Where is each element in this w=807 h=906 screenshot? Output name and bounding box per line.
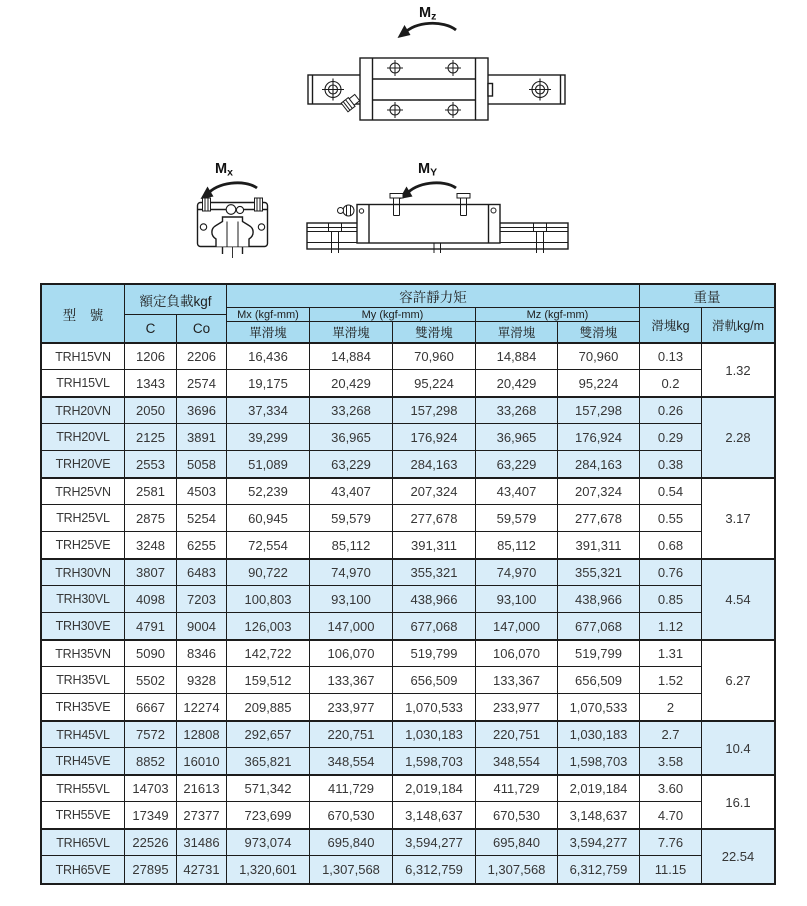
value-cell: 2553 [125, 451, 177, 478]
value-cell: 438,966 [558, 586, 640, 613]
value-cell: 2875 [125, 505, 177, 532]
my-diagram [307, 161, 568, 253]
value-cell: 0.26 [640, 397, 702, 424]
model-cell: TRH20VE [42, 451, 125, 478]
model-cell: TRH35VL [42, 667, 125, 694]
my-label: MY [418, 161, 438, 179]
value-cell: 72,554 [227, 532, 310, 559]
value-cell: 6483 [177, 559, 227, 586]
value-cell: 2,019,184 [558, 775, 640, 802]
value-cell: 59,579 [476, 505, 558, 532]
value-cell: 39,299 [227, 424, 310, 451]
mz-diagram [308, 5, 565, 120]
value-cell: 12808 [177, 721, 227, 748]
model-cell: TRH30VE [42, 613, 125, 640]
value-cell: 284,163 [393, 451, 476, 478]
model-cell: TRH35VN [42, 640, 125, 667]
value-cell: 1,030,183 [558, 721, 640, 748]
value-cell: 4791 [125, 613, 177, 640]
value-cell: 695,840 [476, 829, 558, 856]
value-cell: 63,229 [310, 451, 393, 478]
value-cell: 159,512 [227, 667, 310, 694]
value-cell: 16010 [177, 748, 227, 775]
mz-arrowhead [398, 25, 411, 38]
rail-weight-cell: 16.1 [702, 775, 774, 829]
value-cell: 3.60 [640, 775, 702, 802]
model-cell: TRH35VE [42, 694, 125, 721]
value-cell: 147,000 [310, 613, 393, 640]
value-cell: 355,321 [393, 559, 476, 586]
value-cell: 723,699 [227, 802, 310, 829]
value-cell: 20,429 [476, 370, 558, 397]
model-cell: TRH20VL [42, 424, 125, 451]
value-cell: 106,070 [310, 640, 393, 667]
value-cell: 677,068 [393, 613, 476, 640]
value-cell: 207,324 [558, 478, 640, 505]
value-cell: 656,509 [393, 667, 476, 694]
value-cell: 3,594,277 [393, 829, 476, 856]
value-cell: 8852 [125, 748, 177, 775]
value-cell: 9328 [177, 667, 227, 694]
grease-nipple-icon [226, 205, 236, 215]
model-cell: TRH55VL [42, 775, 125, 802]
value-cell: 157,298 [393, 397, 476, 424]
value-cell: 4503 [177, 478, 227, 505]
value-cell: 411,729 [476, 775, 558, 802]
value-cell: 1,307,568 [310, 856, 393, 883]
value-cell: 3.58 [640, 748, 702, 775]
value-cell: 31486 [177, 829, 227, 856]
value-cell: 20,429 [310, 370, 393, 397]
value-cell: 277,678 [558, 505, 640, 532]
header-rail-kg: 滑軌kg/m [702, 308, 774, 343]
value-cell: 36,965 [476, 424, 558, 451]
value-cell: 33,268 [310, 397, 393, 424]
value-cell: 16,436 [227, 343, 310, 370]
value-cell: 43,407 [476, 478, 558, 505]
value-cell: 7572 [125, 721, 177, 748]
value-cell: 656,509 [558, 667, 640, 694]
value-cell: 106,070 [476, 640, 558, 667]
model-cell: TRH45VE [42, 748, 125, 775]
value-cell: 8346 [177, 640, 227, 667]
header-static-moment: 容許靜力矩 [227, 285, 640, 308]
mx-arrowhead [201, 187, 214, 200]
model-cell: TRH25VE [42, 532, 125, 559]
header-my-double: 雙滑塊 [393, 322, 476, 343]
model-cell: TRH25VN [42, 478, 125, 505]
value-cell: 1,070,533 [393, 694, 476, 721]
value-cell: 0.13 [640, 343, 702, 370]
mx-label: Mx [215, 161, 233, 179]
model-cell: TRH15VN [42, 343, 125, 370]
rail-weight-cell: 10.4 [702, 721, 774, 775]
value-cell: 1.12 [640, 613, 702, 640]
header-mx: Mx (kgf-mm) [227, 308, 310, 322]
value-cell: 51,089 [227, 451, 310, 478]
value-cell: 100,803 [227, 586, 310, 613]
value-cell: 27895 [125, 856, 177, 883]
value-cell: 9004 [177, 613, 227, 640]
value-cell: 207,324 [393, 478, 476, 505]
value-cell: 147,000 [476, 613, 558, 640]
header-block-kg: 滑塊kg [640, 308, 702, 343]
value-cell: 14703 [125, 775, 177, 802]
mx-diagram [198, 161, 268, 258]
value-cell: 2574 [177, 370, 227, 397]
value-cell: 2581 [125, 478, 177, 505]
value-cell: 571,342 [227, 775, 310, 802]
value-cell: 7.76 [640, 829, 702, 856]
value-cell: 43,407 [310, 478, 393, 505]
value-cell: 3,594,277 [558, 829, 640, 856]
value-cell: 1,598,703 [393, 748, 476, 775]
value-cell: 14,884 [476, 343, 558, 370]
value-cell: 74,970 [476, 559, 558, 586]
rail-weight-cell: 3.17 [702, 478, 774, 559]
value-cell: 37,334 [227, 397, 310, 424]
header-model: 型 號 [42, 285, 125, 343]
value-cell: 157,298 [558, 397, 640, 424]
mz-arrow [404, 23, 456, 34]
value-cell: 391,311 [393, 532, 476, 559]
header-co: Co [177, 315, 227, 343]
value-cell: 670,530 [310, 802, 393, 829]
value-cell: 0.2 [640, 370, 702, 397]
header-weight: 重量 [640, 285, 774, 308]
model-cell: TRH30VL [42, 586, 125, 613]
model-cell: TRH65VL [42, 829, 125, 856]
value-cell: 133,367 [310, 667, 393, 694]
value-cell: 1,598,703 [558, 748, 640, 775]
value-cell: 0.54 [640, 478, 702, 505]
value-cell: 438,966 [393, 586, 476, 613]
value-cell: 95,224 [558, 370, 640, 397]
value-cell: 126,003 [227, 613, 310, 640]
value-cell: 5502 [125, 667, 177, 694]
value-cell: 355,321 [558, 559, 640, 586]
value-cell: 1,307,568 [476, 856, 558, 883]
header-my-single: 單滑塊 [310, 322, 393, 343]
value-cell: 277,678 [393, 505, 476, 532]
value-cell: 3248 [125, 532, 177, 559]
value-cell: 70,960 [393, 343, 476, 370]
rail-weight-cell: 6.27 [702, 640, 774, 721]
value-cell: 519,799 [558, 640, 640, 667]
value-cell: 3696 [177, 397, 227, 424]
rail-weight-cell: 22.54 [702, 829, 774, 883]
value-cell: 209,885 [227, 694, 310, 721]
value-cell: 0.38 [640, 451, 702, 478]
value-cell: 3891 [177, 424, 227, 451]
value-cell: 36,965 [310, 424, 393, 451]
value-cell: 85,112 [476, 532, 558, 559]
value-cell: 133,367 [476, 667, 558, 694]
moment-diagrams [0, 0, 807, 280]
value-cell: 4098 [125, 586, 177, 613]
value-cell: 3,148,637 [393, 802, 476, 829]
header-mz: Mz (kgf-mm) [476, 308, 640, 322]
value-cell: 6255 [177, 532, 227, 559]
value-cell: 292,657 [227, 721, 310, 748]
value-cell: 17349 [125, 802, 177, 829]
model-cell: TRH55VE [42, 802, 125, 829]
value-cell: 5090 [125, 640, 177, 667]
value-cell: 5254 [177, 505, 227, 532]
value-cell: 0.29 [640, 424, 702, 451]
value-cell: 2050 [125, 397, 177, 424]
value-cell: 0.55 [640, 505, 702, 532]
value-cell: 670,530 [476, 802, 558, 829]
model-cell: TRH20VN [42, 397, 125, 424]
value-cell: 70,960 [558, 343, 640, 370]
header-mz-single: 單滑塊 [476, 322, 558, 343]
value-cell: 2206 [177, 343, 227, 370]
model-cell: TRH45VL [42, 721, 125, 748]
value-cell: 1.52 [640, 667, 702, 694]
rail-weight-cell: 4.54 [702, 559, 774, 640]
model-cell: TRH65VE [42, 856, 125, 883]
value-cell: 12274 [177, 694, 227, 721]
value-cell: 284,163 [558, 451, 640, 478]
value-cell: 1206 [125, 343, 177, 370]
value-cell: 695,840 [310, 829, 393, 856]
value-cell: 220,751 [310, 721, 393, 748]
value-cell: 1,030,183 [393, 721, 476, 748]
my-arrow [406, 183, 456, 195]
value-cell: 90,722 [227, 559, 310, 586]
value-cell: 2,019,184 [393, 775, 476, 802]
value-cell: 3,148,637 [558, 802, 640, 829]
value-cell: 93,100 [476, 586, 558, 613]
model-cell: TRH25VL [42, 505, 125, 532]
value-cell: 142,722 [227, 640, 310, 667]
value-cell: 348,554 [476, 748, 558, 775]
value-cell: 0.76 [640, 559, 702, 586]
value-cell: 677,068 [558, 613, 640, 640]
value-cell: 0.68 [640, 532, 702, 559]
header-mx-single: 單滑塊 [227, 322, 310, 343]
value-cell: 6,312,759 [558, 856, 640, 883]
value-cell: 2125 [125, 424, 177, 451]
model-cell: TRH30VN [42, 559, 125, 586]
value-cell: 6667 [125, 694, 177, 721]
spec-table [40, 283, 776, 885]
value-cell: 33,268 [476, 397, 558, 424]
value-cell: 21613 [177, 775, 227, 802]
value-cell: 74,970 [310, 559, 393, 586]
value-cell: 233,977 [310, 694, 393, 721]
value-cell: 52,239 [227, 478, 310, 505]
value-cell: 63,229 [476, 451, 558, 478]
value-cell: 391,311 [558, 532, 640, 559]
value-cell: 4.70 [640, 802, 702, 829]
mz-label: Mz [419, 5, 437, 23]
value-cell: 27377 [177, 802, 227, 829]
value-cell: 93,100 [310, 586, 393, 613]
mx-arrow [207, 183, 257, 195]
value-cell: 2.7 [640, 721, 702, 748]
value-cell: 5058 [177, 451, 227, 478]
value-cell: 22526 [125, 829, 177, 856]
value-cell: 85,112 [310, 532, 393, 559]
value-cell: 1,320,601 [227, 856, 310, 883]
value-cell: 95,224 [393, 370, 476, 397]
value-cell: 176,924 [393, 424, 476, 451]
rail-weight-cell: 2.28 [702, 397, 774, 478]
header-rated-load: 額定負載kgf [125, 285, 227, 315]
value-cell: 519,799 [393, 640, 476, 667]
header-mz-double: 雙滑塊 [558, 322, 640, 343]
value-cell: 233,977 [476, 694, 558, 721]
model-cell: TRH15VL [42, 370, 125, 397]
rail-weight-cell: 1.32 [702, 343, 774, 397]
value-cell: 6,312,759 [393, 856, 476, 883]
value-cell: 1343 [125, 370, 177, 397]
value-cell: 3807 [125, 559, 177, 586]
value-cell: 0.85 [640, 586, 702, 613]
value-cell: 1,070,533 [558, 694, 640, 721]
header-c: C [125, 315, 177, 343]
value-cell: 348,554 [310, 748, 393, 775]
value-cell: 973,074 [227, 829, 310, 856]
value-cell: 2 [640, 694, 702, 721]
value-cell: 411,729 [310, 775, 393, 802]
value-cell: 365,821 [227, 748, 310, 775]
value-cell: 11.15 [640, 856, 702, 883]
value-cell: 14,884 [310, 343, 393, 370]
value-cell: 59,579 [310, 505, 393, 532]
value-cell: 176,924 [558, 424, 640, 451]
value-cell: 220,751 [476, 721, 558, 748]
value-cell: 1.31 [640, 640, 702, 667]
value-cell: 7203 [177, 586, 227, 613]
header-my: My (kgf-mm) [310, 308, 476, 322]
value-cell: 42731 [177, 856, 227, 883]
value-cell: 60,945 [227, 505, 310, 532]
value-cell: 19,175 [227, 370, 310, 397]
